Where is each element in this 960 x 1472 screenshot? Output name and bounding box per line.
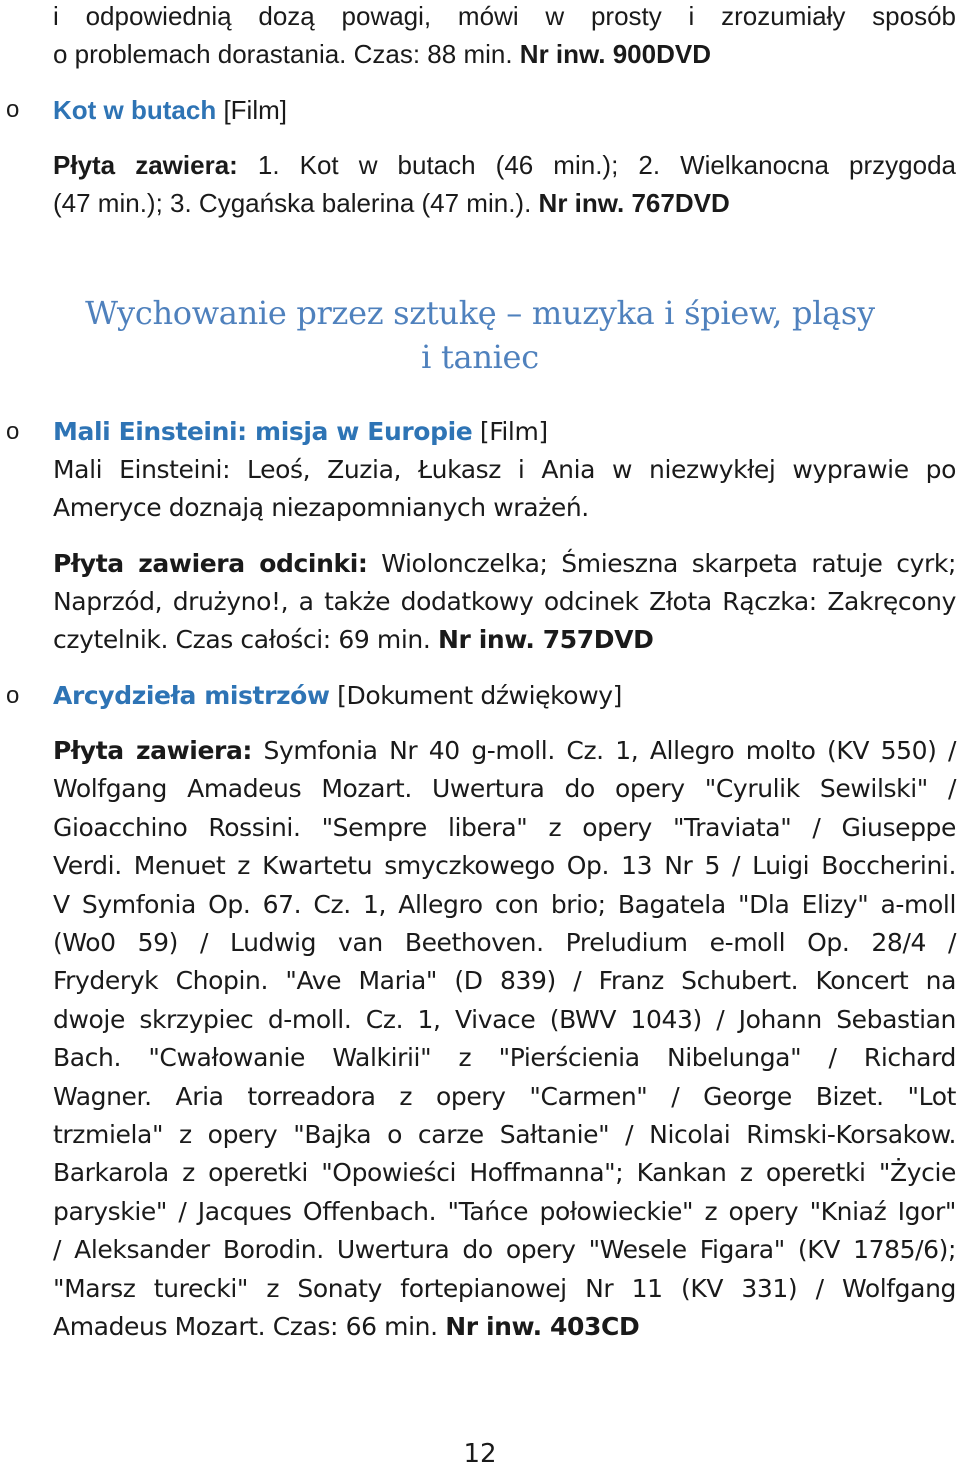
- inventory-number: Nr inw. 767DVD: [538, 188, 730, 218]
- text-line: Ameryce doznają niezapomnianych wrażeń.: [53, 493, 589, 522]
- section-heading-line: i taniec: [421, 338, 539, 376]
- text-line: Fryderyk Chopin. "Ave Maria" (D 839) / Franz Schubert. Koncert na: [53, 966, 956, 995]
- entry-type: [Dokument dźwiękowy]: [329, 681, 622, 710]
- inventory-number: Nr inw. 403CD: [445, 1312, 640, 1341]
- entry-title-line: [53, 677, 956, 715]
- text-line: Wagner. Aria torreadora z opery "Carmen" / George Bizet. "Lot: [53, 1082, 956, 1111]
- text-line: Bach. "Cwałowanie Walkirii" z "Pierścienia Nibelunga" / Richard: [53, 1043, 956, 1072]
- text-segment: o problemach dorastania. Czas: 88 min.: [53, 39, 520, 69]
- text-line: i odpowiednią dozą powagi, mówi w prosty i zrozumiały sposób: [53, 1, 956, 31]
- entry-title: Mali Einsteini: misja w Europie: [53, 417, 473, 446]
- text-line: Verdi. Menuet z Kwartetu smyczkowego Op. 13 Nr 5 / Luigi Boccherini.: [53, 851, 956, 880]
- text-line: [53, 184, 956, 222]
- text-line: Naprzód, drużyno!, a także dodatkowy odcinek Złota Rączka: Zakręcony: [53, 587, 956, 616]
- text-line: "Marsz turecki" z Sonaty fortepianowej Nr 11 (KV 331) / Wolfgang: [53, 1274, 956, 1303]
- section-heading-line: Wychowanie przez sztukę – muzyka i śpiew, pląsy: [85, 294, 875, 332]
- text-line: / Aleksander Borodin. Uwertura do opery "Wesele Figara" (KV 1785/6);: [53, 1235, 956, 1264]
- list-bullet: o: [6, 418, 20, 445]
- text-line: Barkarola z operetki "Opowieści Hoffmanna"; Kankan z operetki "Życie: [53, 1158, 956, 1187]
- inventory-number: Nr inw. 757DVD: [437, 625, 654, 654]
- contents-label: Płyta zawiera:: [53, 736, 253, 765]
- entry-title-line: [53, 413, 956, 451]
- text-line: V Symfonia Op. 67. Cz. 1, Allegro con brio; Bagatela "Dla Elizy" a-moll: [53, 890, 956, 919]
- contents-label: Płyta zawiera:: [53, 150, 238, 180]
- text-line: [53, 621, 956, 659]
- entry-type: [Film]: [472, 417, 548, 446]
- text-segment: Symfonia Nr 40 g-moll. Cz. 1, Allegro molto (KV 550) /: [252, 736, 956, 765]
- text-segment: czytelnik. Czas całości: 69 min.: [53, 625, 438, 654]
- list-bullet: o: [6, 682, 20, 709]
- text-line: dwoje skrzypiec d-moll. Cz. 1, Vivace (BWV 1043) / Johann Sebastian: [53, 1005, 956, 1034]
- text-line: [53, 146, 956, 184]
- entry-title: Arcydzieła mistrzów: [53, 681, 330, 710]
- text-line: Mali Einsteini: Leoś, Zuzia, Łukasz i Ania w niezwykłej wyprawie po: [53, 455, 956, 484]
- text-line: Wolfgang Amadeus Mozart. Uwertura do opery "Cyrulik Sewilski" /: [53, 774, 956, 803]
- text-line: trzmiela" z opery "Bajka o carze Sałtanie" / Nicolai Rimski-Korsakow.: [53, 1120, 956, 1149]
- text-line: [53, 545, 956, 583]
- entry-title-line: [53, 91, 956, 129]
- text-line: (Wo0 59) / Ludwig van Beethoven. Preludium e-moll Op. 28/4 /: [53, 928, 956, 957]
- text-line: [53, 35, 956, 73]
- text-line: Gioacchino Rossini. "Sempre libera" z opery "Traviata" / Giuseppe: [53, 813, 956, 842]
- text-line: [53, 1308, 956, 1346]
- text-segment: (47 min.); 3. Cygańska balerina (47 min.).: [53, 188, 539, 218]
- contents-label: Płyta zawiera odcinki:: [53, 549, 368, 578]
- entry-title: Kot w butach: [53, 95, 217, 125]
- text-segment: Wiolonczelka; Śmieszna skarpeta ratuje cyrk;: [367, 549, 956, 578]
- list-bullet: o: [6, 96, 20, 123]
- text-segment: 1. Kot w butach (46 min.); 2. Wielkanocna przygoda: [237, 150, 956, 180]
- text-segment: Amadeus Mozart. Czas: 66 min.: [53, 1312, 446, 1341]
- page-number: 12: [463, 1439, 497, 1469]
- text-line: [53, 732, 956, 770]
- text-line: paryskie" / Jacques Offenbach. "Tańce połowieckie" z opery "Kniaź Igor": [53, 1197, 956, 1226]
- inventory-number: Nr inw. 900DVD: [519, 39, 712, 69]
- entry-type: [Film]: [216, 95, 287, 125]
